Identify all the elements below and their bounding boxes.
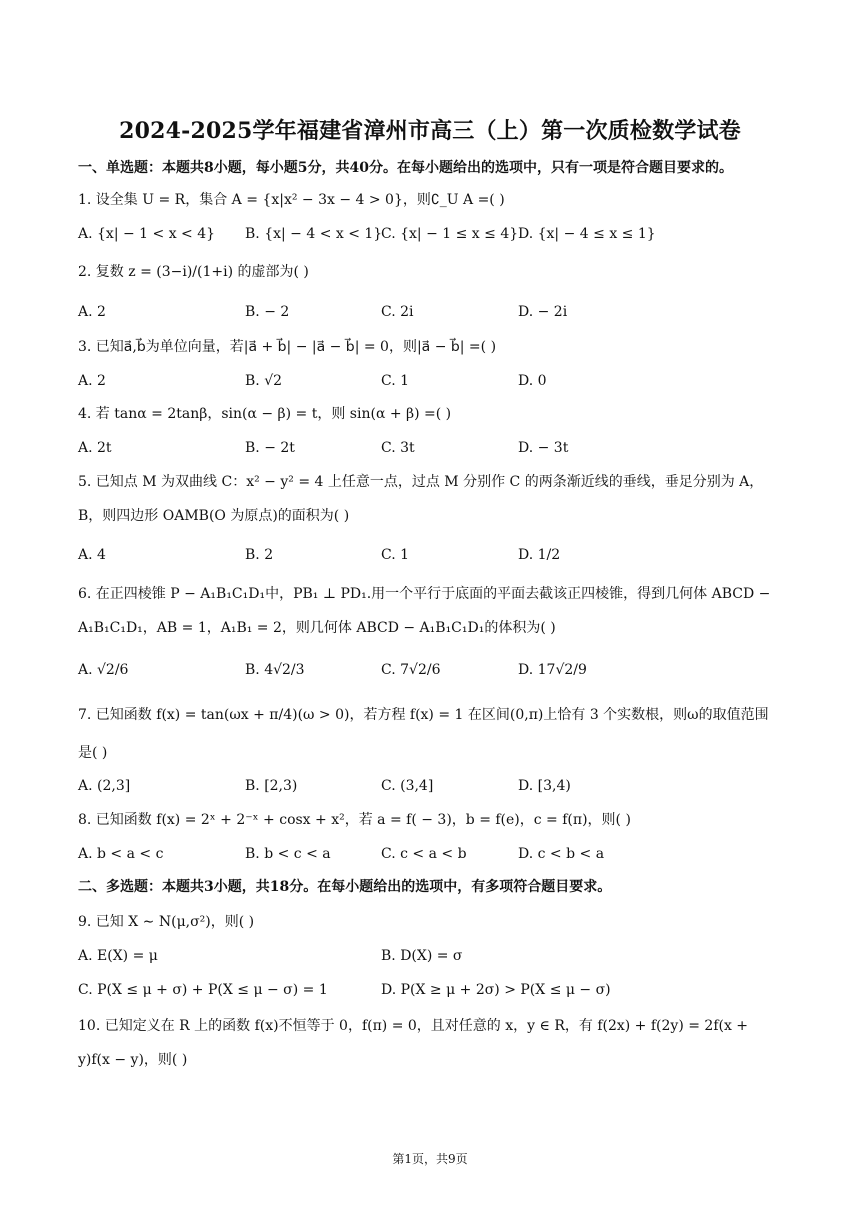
q2-option-d: D. − 2i (518, 304, 568, 320)
question-9-stem: 9. 已知 X ∼ N(μ,σ²)，则( ) (78, 914, 255, 930)
page-title: 2024-2025学年福建省漳州市高三（上）第一次质检数学试卷 (119, 118, 741, 144)
q5-option-c: C. 1 (381, 547, 410, 563)
q6-option-b: B. 4√2/3 (245, 662, 305, 678)
q8-option-b: B. b < c < a (245, 846, 331, 862)
question-3-stem: 3. 已知a⃗,b⃗为单位向量，若|a⃗ + b⃗| − |a⃗ − b⃗| = 0，则|a⃗ − b⃗| =( ) (78, 339, 497, 355)
q1-option-c: C. {x| − 1 ≤ x ≤ 4} (381, 226, 519, 242)
question-5-stem-line1: 5. 已知点 M 为双曲线 C：x² − y² = 4 上任意一点，过点 M 分别作 C 的两条渐近线的垂线，垂足分别为 A， (78, 474, 764, 490)
question-2-stem: 2. 复数 z = (3−i)/(1+i) 的虚部为( ) (78, 264, 309, 280)
q8-option-a: A. b < a < c (78, 846, 164, 862)
q7-option-a: A. (2,3] (78, 778, 131, 794)
question-10-stem-line1: 10. 已知定义在 R 上的函数 f(x)不恒等于 0，f(π) = 0，且对任意的 x，y ∈ R，有 f(2x) + f(2y) = 2f(x + (78, 1018, 749, 1034)
q4-option-a: A. 2t (78, 440, 112, 456)
question-5-stem-line2: B，则四边形 OAMB(O 为原点)的面积为( ) (78, 508, 350, 524)
q4-option-c: C. 3t (381, 440, 415, 456)
question-7-stem-line2: 是( ) (78, 745, 108, 761)
q1-option-d: D. {x| − 4 ≤ x ≤ 1} (518, 226, 656, 242)
q1-option-b: B. {x| − 4 < x < 1} (245, 226, 383, 242)
q3-option-c: C. 1 (381, 373, 410, 389)
q3-option-a: A. 2 (78, 373, 106, 389)
q6-option-d: D. 17√2/9 (518, 662, 587, 678)
question-7-stem-line1: 7. 已知函数 f(x) = tan(ωx + π/4)(ω > 0)，若方程 f(x) = 1 在区间(0,π)上恰有 3 个实数根，则ω的取值范围 (78, 707, 769, 723)
question-10-stem-line2: y)f(x − y)，则( ) (78, 1052, 188, 1068)
q3-option-d: D. 0 (518, 373, 547, 389)
q7-option-d: D. [3,4) (518, 778, 571, 794)
q6-option-a: A. √2/6 (78, 662, 129, 678)
q9-option-a: A. E(X) = μ (78, 948, 158, 964)
question-8-stem: 8. 已知函数 f(x) = 2ˣ + 2⁻ˣ + cosx + x²，若 a = f( − 3)，b = f(e)，c = f(π)，则( ) (78, 812, 631, 828)
q2-option-b: B. − 2 (245, 304, 290, 320)
q1-option-a: A. {x| − 1 < x < 4} (78, 226, 216, 242)
q9-option-c: C. P(X ≤ μ + σ) + P(X ≤ μ − σ) = 1 (78, 982, 328, 998)
q8-option-c: C. c < a < b (381, 846, 467, 862)
q6-option-c: C. 7√2/6 (381, 662, 441, 678)
q4-option-d: D. − 3t (518, 440, 569, 456)
q5-option-b: B. 2 (245, 547, 274, 563)
q8-option-d: D. c < b < a (518, 846, 605, 862)
q4-option-b: B. − 2t (245, 440, 295, 456)
q2-option-c: C. 2i (381, 304, 414, 320)
section-heading-single-choice: 一、单选题：本题共8小题，每小题5分，共40分。在每小题给出的选项中，只有一项是符合题目要求的。 (78, 160, 733, 176)
q9-option-d: D. P(X ≥ μ + 2σ) > P(X ≤ μ − σ) (381, 982, 611, 998)
q7-option-c: C. (3,4] (381, 778, 434, 794)
q9-option-b: B. D(X) = σ (381, 948, 463, 964)
page-footer: 第1页，共9页 (392, 1152, 468, 1166)
question-6-stem-line2: A₁B₁C₁D₁，AB = 1，A₁B₁ = 2，则几何体 ABCD − A₁B₁C₁D₁的体积为( ) (78, 620, 556, 636)
q2-option-a: A. 2 (78, 304, 106, 320)
section-heading-multi-choice: 二、多选题：本题共3小题，共18分。在每小题给出的选项中，有多项符合题目要求。 (78, 879, 612, 895)
q3-option-b: B. √2 (245, 373, 283, 389)
question-6-stem-line1: 6. 在正四棱锥 P − A₁B₁C₁D₁中，PB₁ ⊥ PD₁.用一个平行于底面的平面去截该正四棱锥，得到几何体 ABCD − (78, 586, 771, 602)
question-4-stem: 4. 若 tanα = 2tanβ，sin(α − β) = t，则 sin(α + β) =( ) (78, 406, 452, 422)
q5-option-a: A. 4 (78, 547, 106, 563)
q5-option-d: D. 1/2 (518, 547, 561, 563)
question-1-stem: 1. 设全集 U = R，集合 A = {x|x² − 3x − 4 > 0}，则∁_U A =( ) (78, 192, 505, 208)
q7-option-b: B. [2,3) (245, 778, 298, 794)
